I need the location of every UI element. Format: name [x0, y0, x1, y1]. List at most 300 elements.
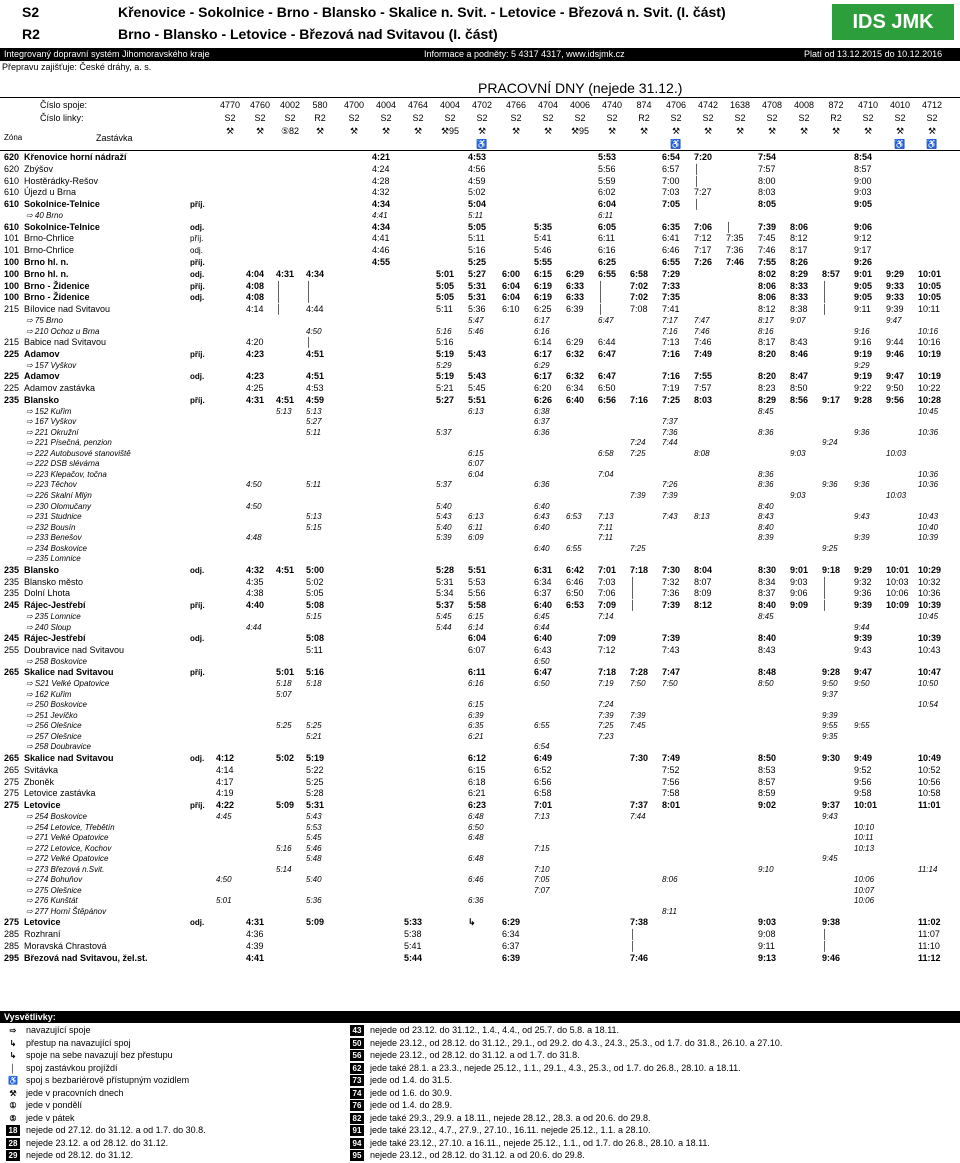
- zone-number: 235: [4, 576, 20, 587]
- time-cell: 5:40: [436, 522, 452, 532]
- legend-symbol-icon: ↳: [9, 1051, 17, 1060]
- train-note-icon: ⑤82: [280, 126, 300, 136]
- time-cell: 5:31: [468, 280, 487, 291]
- station-name: ⇨ 167 Vyškov: [26, 417, 77, 427]
- station-row: [0, 753, 960, 764]
- time-cell: 5:53: [468, 576, 486, 587]
- time-cell: 8:26: [790, 256, 809, 267]
- time-cell: 7:08: [630, 304, 648, 315]
- time-cell: 9:13: [758, 952, 777, 963]
- arrival-departure-flag: příj.: [190, 801, 205, 811]
- time-cell: 6:15: [468, 448, 484, 458]
- time-cell: 5:43: [468, 371, 487, 382]
- zone-number: 245: [4, 633, 20, 644]
- time-cell: 9:11: [758, 941, 775, 952]
- time-cell: 8:48: [758, 667, 777, 678]
- time-cell: 8:17: [758, 337, 776, 348]
- time-cell: 5:36: [306, 896, 322, 906]
- time-cell: 10:50: [918, 679, 939, 689]
- time-cell: │: [822, 929, 828, 940]
- time-cell: 10:03: [886, 448, 907, 458]
- time-cell: 8:16: [758, 326, 774, 336]
- time-cell: 8:20: [758, 348, 777, 359]
- legend-symbol-icon: 73: [350, 1075, 364, 1086]
- time-cell: 6:41: [662, 233, 680, 244]
- station-name: Zboněk: [24, 776, 55, 787]
- line-number: S2: [348, 113, 360, 123]
- station-name: ⇨ 162 Kuřim: [26, 689, 72, 699]
- time-cell: 10:06: [854, 896, 875, 906]
- time-cell: 8:40: [758, 633, 777, 644]
- connection-row: [0, 823, 960, 833]
- legend-text: jede v pracovních dnech: [26, 1087, 124, 1098]
- time-cell: 5:11: [436, 304, 453, 315]
- time-cell: 7:55: [694, 371, 713, 382]
- station-row: [0, 164, 960, 175]
- time-cell: 5:59: [598, 175, 616, 186]
- time-cell: 9:49: [854, 752, 873, 763]
- station-name: Brno-Chrlice: [24, 233, 75, 244]
- station-name: Brno-Chrlice: [24, 245, 75, 256]
- connection-row: [0, 612, 960, 622]
- time-cell: 6:35: [468, 721, 484, 731]
- time-cell: 6:43: [534, 512, 550, 522]
- arrival-departure-flag: odj.: [190, 753, 205, 763]
- time-cell: 8:40: [758, 600, 777, 611]
- time-cell: 7:25: [630, 448, 646, 458]
- legend-text: jede v pondělí: [26, 1100, 83, 1110]
- time-cell: 4:28: [372, 175, 390, 186]
- notes-row: [0, 126, 960, 138]
- time-cell: 5:16: [436, 326, 452, 336]
- time-cell: 9:03: [854, 187, 872, 198]
- legend-text: jede od 1.4. do 31.5.: [370, 1075, 453, 1085]
- time-cell: 10:43: [918, 644, 941, 655]
- time-cell: 6:53: [566, 512, 582, 522]
- time-cell: │: [276, 304, 282, 315]
- time-cell: 7:11: [598, 522, 613, 532]
- station-name: Rájec-Jestřebí: [24, 633, 86, 644]
- train-note-icon: ⚒: [799, 126, 809, 136]
- legend-text: nejede 23.12., od 28.12. do 31.12. a od 20.6. do 29.8.: [370, 1150, 585, 1160]
- station-name: Skalice nad Svitavou: [24, 752, 114, 763]
- station-row: [0, 222, 960, 233]
- train-note-icon: ⚒: [543, 126, 553, 136]
- legend-text: jede od 1.6. do 30.9.: [370, 1087, 453, 1098]
- time-cell: │: [630, 576, 636, 587]
- time-cell: 8:17: [758, 315, 774, 325]
- line-number: S2: [476, 113, 488, 123]
- station-row: [0, 304, 960, 315]
- time-cell: 7:20: [694, 152, 713, 162]
- station-name: ⇨ 75 Brno: [26, 315, 63, 325]
- time-cell: 6:40: [534, 522, 550, 532]
- time-cell: 4:31: [276, 268, 295, 279]
- legend-item: [350, 1087, 452, 1099]
- station-name: Rozhraní: [24, 929, 61, 940]
- connection-row: [0, 742, 960, 752]
- arrival-departure-flag: odj.: [190, 269, 205, 279]
- connection-row: [0, 417, 960, 427]
- connection-row: [0, 854, 960, 864]
- time-cell: 5:27: [306, 417, 322, 427]
- time-cell: 9:36: [822, 480, 838, 490]
- time-cell: 9:44: [886, 337, 904, 348]
- zone-number: 215: [4, 304, 20, 315]
- time-cell: 5:29: [436, 360, 452, 370]
- time-cell: 8:57: [758, 776, 776, 787]
- time-cell: 10:54: [918, 700, 939, 710]
- time-cell: 4:56: [468, 163, 486, 174]
- time-cell: 8:47: [790, 371, 809, 382]
- time-cell: 8:07: [694, 576, 712, 587]
- station-row: [0, 645, 960, 656]
- station-name: Brno - Židenice: [24, 292, 90, 303]
- time-cell: 8:06: [758, 292, 777, 303]
- connection-row: [0, 523, 960, 533]
- time-cell: 7:18: [630, 564, 649, 575]
- arrival-departure-flag: příj.: [190, 395, 205, 405]
- connection-row: [0, 361, 960, 371]
- time-cell: 5:41: [404, 941, 422, 952]
- time-cell: 9:05: [854, 280, 873, 291]
- time-cell: 6:55: [662, 256, 681, 267]
- time-cell: 9:24: [822, 438, 838, 448]
- time-cell: 7:35: [662, 292, 681, 303]
- arrival-departure-flag: příj.: [190, 200, 205, 210]
- arrival-departure-flag: příj.: [190, 234, 204, 244]
- zone-number: 610: [4, 199, 20, 210]
- time-cell: 8:45: [758, 612, 774, 622]
- station-name: Svitávka: [24, 764, 59, 775]
- time-cell: 7:45: [758, 233, 776, 244]
- time-cell: 9:16: [854, 337, 872, 348]
- station-name: Sokolnice-Telnice: [24, 221, 100, 232]
- time-cell: 8:36: [758, 427, 774, 437]
- zone-number: 275: [4, 788, 20, 799]
- time-cell: │: [598, 304, 604, 315]
- train-number: 4710: [857, 100, 879, 110]
- time-cell: 7:19: [662, 383, 680, 393]
- time-cell: 7:58: [662, 788, 680, 799]
- legend-text: spoj zastávkou projíždí: [26, 1062, 118, 1073]
- time-cell: 7:16: [662, 371, 681, 382]
- operator: Přepravu zajišťuje: České dráhy, a. s.: [2, 62, 152, 72]
- time-cell: 10:36: [918, 427, 939, 437]
- time-cell: 6:16: [468, 679, 484, 689]
- time-cell: 7:39: [662, 600, 681, 611]
- time-cell: 5:37: [436, 480, 452, 490]
- zone-number: 101: [4, 233, 20, 244]
- station-name: Blansko: [24, 394, 60, 405]
- time-cell: 5:01: [436, 268, 455, 279]
- time-cell: 5:35: [534, 221, 553, 232]
- station-name: ⇨ 223 Klepačov, točna: [26, 469, 107, 479]
- time-cell: 7:41: [662, 304, 680, 315]
- time-cell: 10:56: [918, 776, 941, 787]
- train-note-icon: ⚒: [895, 126, 905, 136]
- time-cell: 6:19: [534, 280, 553, 291]
- time-cell: │: [306, 280, 312, 291]
- train-number: 4702: [471, 100, 493, 110]
- time-cell: 9:52: [854, 764, 872, 775]
- connection-row: [0, 657, 960, 667]
- station-name: ⇨ 233 Benešov: [26, 533, 82, 543]
- divider: [0, 150, 960, 151]
- station-name: Zbýšov: [24, 163, 54, 174]
- station-name: ⇨ 221 Okružní: [26, 427, 79, 437]
- train-number: 4006: [569, 100, 591, 110]
- time-cell: 7:19: [598, 679, 614, 689]
- time-cell: 5:16: [306, 667, 325, 678]
- time-cell: 9:47: [854, 667, 873, 678]
- time-cell: 10:19: [918, 371, 942, 382]
- legend-text: jede v pátek: [26, 1112, 75, 1123]
- time-cell: 6:50: [598, 383, 616, 393]
- legend-item: [350, 1062, 741, 1074]
- zone-number: 285: [4, 929, 20, 940]
- time-cell: 6:14: [468, 622, 484, 632]
- time-cell: 4:50: [246, 480, 262, 490]
- time-cell: 9:39: [854, 600, 873, 611]
- station-row: [0, 788, 960, 799]
- time-cell: 5:53: [306, 822, 322, 832]
- time-cell: 4:36: [246, 929, 264, 940]
- time-cell: 10:39: [918, 533, 939, 543]
- time-cell: │: [630, 600, 636, 611]
- time-cell: │: [306, 292, 312, 303]
- station-name: Hostěrádky-Rešov: [24, 175, 99, 186]
- time-cell: 10:52: [918, 764, 941, 775]
- label-zona: Zóna: [4, 133, 23, 142]
- time-cell: 7:39: [758, 221, 777, 232]
- connection-row: [0, 544, 960, 554]
- time-cell: │: [822, 292, 828, 303]
- time-cell: 7:06: [598, 588, 616, 599]
- station-name: ⇨ 258 Boskovice: [26, 656, 87, 666]
- time-cell: 6:04: [502, 292, 521, 303]
- time-cell: 6:10: [502, 304, 520, 315]
- time-cell: 5:25: [306, 721, 322, 731]
- time-cell: 9:19: [854, 371, 873, 382]
- time-cell: 6:34: [566, 383, 584, 393]
- time-cell: 7:04: [598, 469, 614, 479]
- time-cell: 8:23: [758, 383, 776, 393]
- train-number: 4708: [761, 100, 783, 110]
- time-cell: 8:38: [790, 304, 808, 315]
- time-cell: 9:25: [822, 543, 838, 553]
- time-cell: 6:48: [468, 854, 484, 864]
- zone-number: 275: [4, 776, 20, 787]
- time-cell: 5:18: [306, 679, 322, 689]
- legend-item: [350, 1149, 585, 1161]
- time-cell: 9:10: [758, 864, 774, 874]
- time-cell: 10:06: [886, 588, 909, 599]
- train-number: 4766: [505, 100, 527, 110]
- connection-row: [0, 449, 960, 459]
- train-number: 4764: [407, 100, 429, 110]
- time-cell: 8:00: [758, 175, 776, 186]
- line-number: S2: [926, 113, 938, 123]
- time-cell: 9:01: [790, 564, 809, 575]
- time-cell: 6:32: [566, 348, 585, 359]
- time-cell: 6:11: [468, 522, 483, 532]
- time-cell: 10:36: [918, 469, 939, 479]
- time-cell: 10:29: [918, 564, 942, 575]
- time-cell: 10:28: [918, 394, 942, 405]
- connection-row: [0, 316, 960, 326]
- station-name: ⇨ 231 Studnice: [26, 512, 82, 522]
- time-cell: 7:13: [598, 512, 614, 522]
- time-cell: 6:11: [468, 667, 486, 678]
- station-name: Brno - Židenice: [24, 280, 90, 291]
- time-cell: │: [598, 292, 604, 303]
- time-cell: 9:45: [822, 854, 838, 864]
- station-row: [0, 588, 960, 599]
- time-cell: 7:50: [630, 679, 646, 689]
- time-cell: 4:19: [216, 788, 234, 799]
- time-cell: 10:40: [918, 522, 939, 532]
- time-cell: 4:44: [306, 304, 324, 315]
- time-cell: 6:58: [630, 268, 649, 279]
- zone-number: 225: [4, 348, 20, 359]
- time-cell: 5:51: [468, 394, 487, 405]
- time-cell: 6:54: [662, 152, 681, 162]
- time-cell: 7:10: [534, 864, 550, 874]
- time-cell: 7:07: [534, 885, 550, 895]
- time-cell: 6:40: [534, 543, 550, 553]
- time-cell: 5:04: [468, 199, 487, 210]
- time-cell: 5:34: [436, 588, 454, 599]
- station-name: Bílovice nad Svitavou: [24, 304, 111, 315]
- station-name: ⇨ 221 Písečná, penzion: [26, 438, 112, 448]
- station-row: [0, 371, 960, 382]
- time-cell: 9:46: [886, 348, 905, 359]
- time-cell: 9:18: [822, 564, 841, 575]
- time-cell: │: [822, 600, 828, 611]
- time-cell: 6:13: [468, 406, 484, 416]
- time-cell: 5:48: [306, 854, 322, 864]
- time-cell: 4:38: [246, 588, 264, 599]
- station-name: ⇨ 274 Bohuňov: [26, 875, 83, 885]
- time-cell: 8:43: [758, 644, 776, 655]
- time-cell: 5:02: [276, 752, 295, 763]
- time-cell: │: [630, 588, 636, 599]
- time-cell: │: [598, 280, 604, 291]
- time-cell: 5:13: [306, 406, 322, 416]
- table-title: PRACOVNÍ DNY (nejede 31.12.): [478, 80, 683, 96]
- time-cell: │: [694, 163, 700, 174]
- time-cell: 6:37: [534, 588, 552, 599]
- time-cell: │: [726, 221, 732, 232]
- line-route-s2: Křenovice - Sokolnice - Brno - Blansko - Skalice n. Svit. - Letovice - Březová n. Svit. (I. část): [118, 4, 726, 20]
- wheelchair-icon: ♿: [476, 139, 488, 149]
- time-cell: 10:19: [918, 348, 942, 359]
- time-cell: │: [630, 929, 636, 940]
- time-cell: 5:13: [276, 406, 292, 416]
- time-cell: 6:05: [598, 221, 617, 232]
- train-number: 4712: [921, 100, 943, 110]
- time-cell: 10:58: [918, 788, 941, 799]
- time-cell: 9:43: [854, 644, 872, 655]
- train-note-icon: ⚒: [607, 126, 617, 136]
- station-name: ⇨ 222 DSB slévárna: [26, 459, 100, 469]
- time-cell: 7:46: [726, 256, 745, 267]
- time-cell: 5:31: [468, 292, 487, 303]
- connection-row: [0, 480, 960, 490]
- time-cell: 5:11: [306, 644, 323, 655]
- legend-text: jede od 1.4. do 28.9.: [370, 1100, 453, 1110]
- train-note-icon: ⚒: [639, 126, 649, 136]
- time-cell: 5:01: [216, 896, 232, 906]
- time-cell: 5:56: [598, 163, 616, 174]
- time-cell: 6:25: [598, 256, 617, 267]
- time-cell: 9:17: [854, 245, 872, 256]
- time-cell: │: [630, 941, 636, 952]
- legend-symbol-icon: 91: [350, 1125, 364, 1136]
- time-cell: 5:27: [436, 394, 455, 405]
- time-cell: 7:36: [726, 245, 744, 256]
- time-cell: 6:19: [534, 292, 553, 303]
- time-cell: 9:08: [758, 929, 776, 940]
- legend-symbol-icon: ↳: [9, 1038, 17, 1048]
- station-row: [0, 152, 960, 163]
- time-cell: 5:21: [306, 731, 322, 741]
- time-cell: 5:38: [404, 929, 422, 940]
- legend-symbol-icon: 18: [6, 1125, 20, 1136]
- time-cell: 9:50: [886, 383, 904, 393]
- station-name: ⇨ 157 Vyškov: [26, 360, 77, 370]
- station-row: [0, 176, 960, 187]
- line-number: S2: [444, 113, 456, 123]
- line-number: S2: [670, 113, 682, 123]
- legend-symbol-icon: ⑤: [9, 1113, 17, 1123]
- line-number: R2: [638, 113, 650, 123]
- time-cell: 4:41: [372, 211, 388, 220]
- time-cell: 8:06: [758, 280, 777, 291]
- time-cell: 9:19: [854, 348, 873, 359]
- station-name: Adamov: [24, 371, 60, 382]
- time-cell: 9:07: [790, 315, 806, 325]
- station-name: ⇨ 257 Olešnice: [26, 731, 82, 741]
- legend-symbol-icon: ⚒: [9, 1088, 17, 1098]
- arrival-departure-flag: odj.: [190, 634, 205, 644]
- connection-row: [0, 407, 960, 417]
- line-number: S2: [412, 113, 424, 123]
- zone-number: 225: [4, 383, 20, 393]
- time-cell: 4:04: [246, 268, 265, 279]
- station-row: [0, 233, 960, 244]
- time-cell: 9:37: [822, 800, 841, 811]
- connection-row: [0, 428, 960, 438]
- time-cell: 7:43: [662, 644, 680, 655]
- time-cell: 5:41: [534, 233, 552, 244]
- line-number: S2: [894, 113, 906, 123]
- time-cell: 8:04: [694, 564, 713, 575]
- time-cell: 4:20: [246, 337, 264, 348]
- time-cell: 10:47: [918, 667, 942, 678]
- zone-number: 215: [4, 337, 20, 348]
- time-cell: 5:16: [468, 245, 486, 256]
- time-cell: 5:39: [436, 533, 452, 543]
- station-name: ⇨ 234 Boskovice: [26, 543, 87, 553]
- time-cell: 7:35: [726, 233, 744, 244]
- time-cell: 10:05: [918, 292, 942, 303]
- time-cell: 10:36: [918, 480, 939, 490]
- time-cell: 6:35: [662, 221, 681, 232]
- time-cell: 6:02: [598, 187, 616, 198]
- time-cell: 5:05: [436, 292, 455, 303]
